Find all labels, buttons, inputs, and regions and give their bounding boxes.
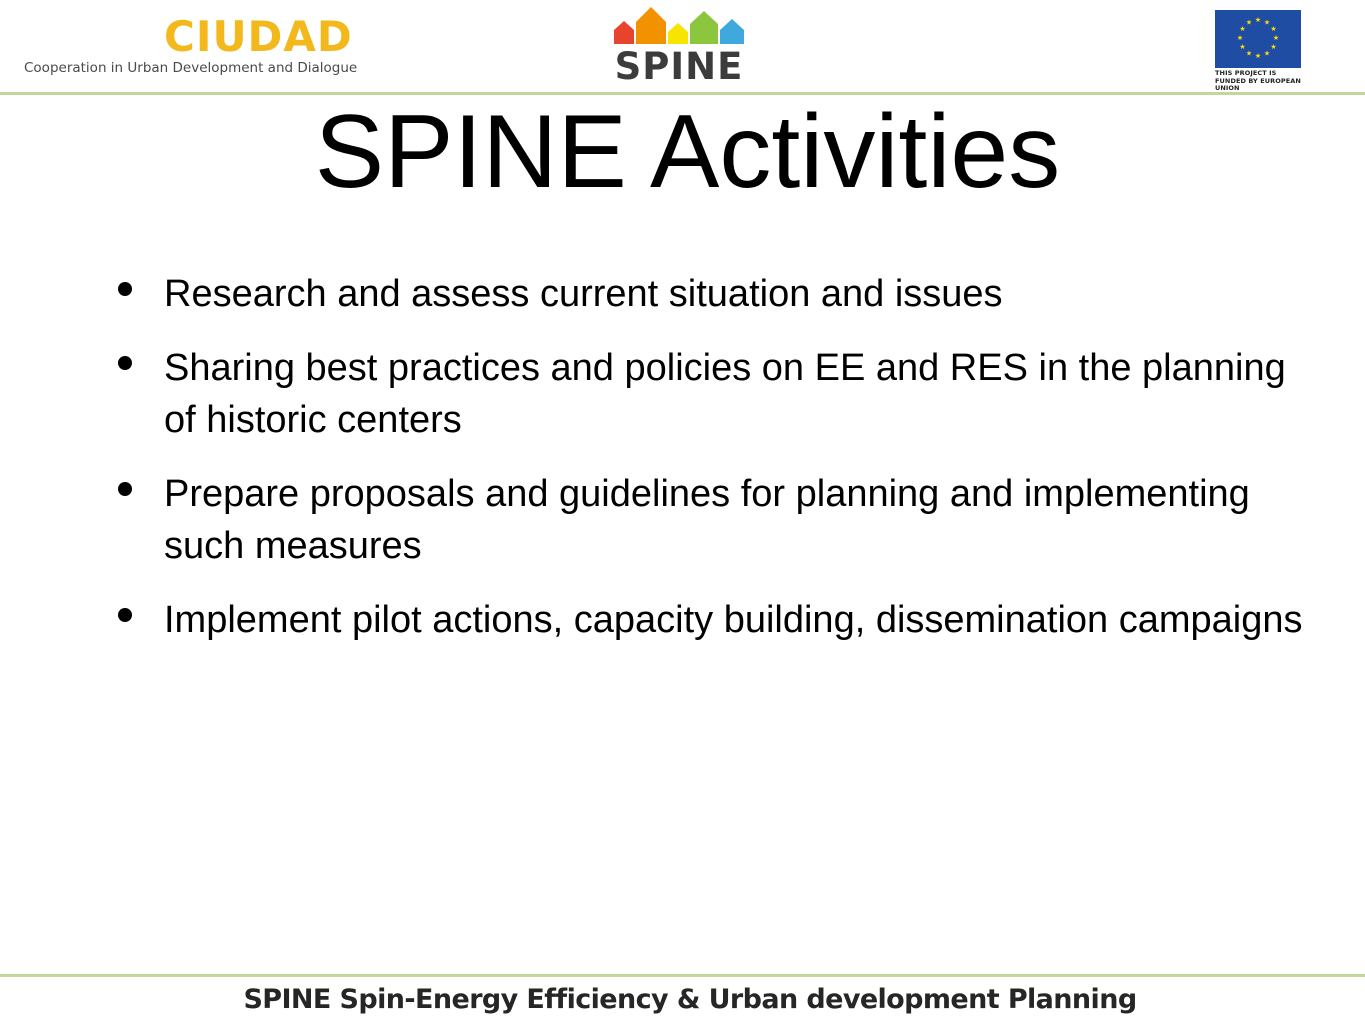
svg-text:★: ★ [1254, 52, 1262, 60]
bullet-list [110, 268, 1310, 668]
house-yellow-icon [668, 23, 688, 44]
ciudad-logo-wordmark: CIUDAD [164, 12, 353, 61]
svg-text:★: ★ [1245, 49, 1253, 58]
bullet-dot-icon [118, 282, 132, 296]
svg-text:★: ★ [1236, 34, 1244, 42]
footer-divider [0, 974, 1365, 977]
svg-text:★: ★ [1263, 18, 1271, 27]
bullet-item [110, 594, 1310, 646]
bullet-dot-icon [118, 356, 132, 370]
bullet-dot-icon [118, 608, 132, 622]
bullet-text: Research and assess current situation and issues [164, 273, 1003, 315]
ciudad-logo [22, 12, 358, 80]
svg-text:★: ★ [1239, 25, 1246, 33]
bullet-text: Sharing best practices and policies on EE and RES in the planning of historic centers [164, 347, 1286, 441]
bullet-text: Prepare proposals and guidelines for planning and implementing such measures [164, 473, 1250, 567]
bullet-item [110, 342, 1310, 446]
bullet-text: Implement pilot actions, capacity building, dissemination campaigns [164, 599, 1303, 641]
house-blue-icon [720, 19, 744, 44]
house-orange-icon [636, 7, 666, 44]
eu-logo-caption: THIS PROJECT IS FUNDED BY EUROPEAN UNION [1215, 69, 1301, 92]
house-green-icon [690, 11, 718, 44]
svg-text:★: ★ [1263, 49, 1271, 58]
spine-logo [608, 4, 750, 88]
eu-logo [1215, 10, 1303, 92]
bullet-item [110, 468, 1310, 572]
house-red-icon [614, 21, 634, 44]
spine-houses-icon [608, 4, 750, 48]
svg-text:★: ★ [1272, 34, 1280, 42]
svg-text:★: ★ [1270, 25, 1277, 33]
bullet-dot-icon [118, 482, 132, 496]
svg-text:★: ★ [1245, 18, 1253, 27]
svg-text:★: ★ [1239, 43, 1246, 51]
spine-logo-wordmark: SPINE [614, 45, 744, 88]
bullet-item [110, 268, 1310, 320]
slide-title: SPINE Activities [314, 94, 1061, 210]
eu-flag-icon [1215, 10, 1301, 68]
svg-text:★: ★ [1270, 43, 1277, 51]
ciudad-logo-tagline: Cooperation in Urban Development and Dialogue [24, 60, 358, 76]
svg-text:★: ★ [1254, 16, 1262, 24]
footer-text: SPINE Spin-Energy Efficiency & Urban development Planning [243, 984, 1137, 1015]
